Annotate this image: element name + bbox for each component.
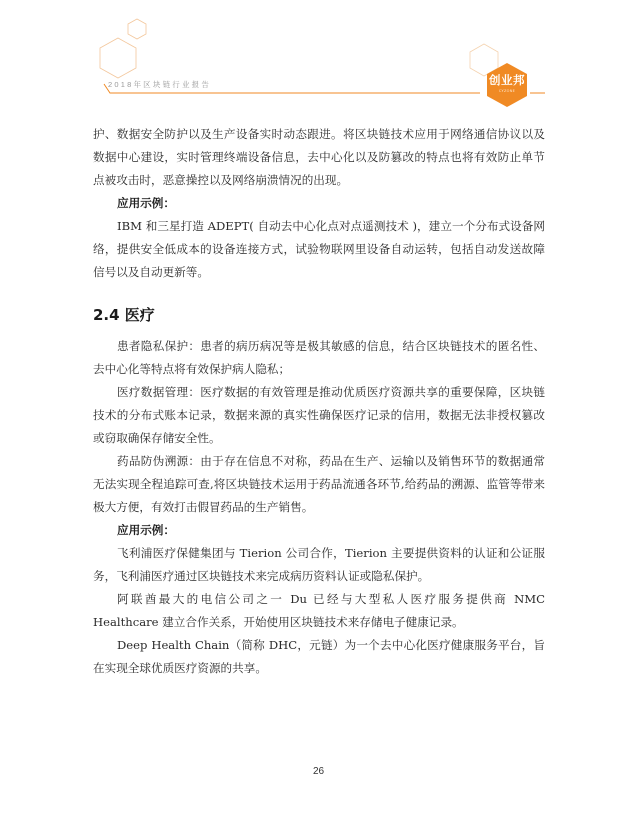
logo-subtext: CYZONE xyxy=(498,89,516,93)
paragraph-ibm-adept: IBM 和三星打造 ADEPT( 自动去中心化点对点遥测技术 )，建立一个分布式设备网络，提供安全低成本的设备连接方式，试验物联网里设备自动运转，包括自动发送故障信号以及自动更新等。 xyxy=(93,219,545,279)
example-label: 应用示例： xyxy=(117,523,175,537)
paragraph-drug-tracing: 药品防伪溯源：由于存在信息不对称，药品在生产、运输以及销售环节的数据通常无法实现全程追踪可查,将区块链技术运用于药品流通各环节,给药品的溯源、监管等带来极大方便，有效打击假冒药品的生产销售。 xyxy=(93,454,545,514)
paragraph-medical-data: 医疗数据管理：医疗数据的有效管理是推动优质医疗资源共享的重要保障，区块链技术的分布式账本记录，数据来源的真实性确保医疗记录的信用，数据无法非授权篡改或窃取确保存储安全性。 xyxy=(93,385,545,445)
page-number: 26 xyxy=(312,766,325,777)
report-title: 2018年区块链行业报告 xyxy=(108,80,212,89)
paragraph-philips-tierion: 飞利浦医疗保健集团与 Tierion 公司合作，Tierion 主要提供资料的认证和公证服务，飞利浦医疗通过区块链技术来完成病历资料认证或隐私保护。 xyxy=(93,546,545,583)
hexagon-large-outline xyxy=(100,38,136,78)
paragraph-du-nmc: 阿联酋最大的电信公司之一 Du 已经与大型私人医疗服务提供商 NMC Healthcare 建立合作关系，开始使用区块链技术来存储电子健康记录。 xyxy=(93,592,545,629)
section-heading-medical: 2.4 医疗 xyxy=(93,306,155,324)
hexagon-decoration xyxy=(0,0,637,110)
page-header xyxy=(0,0,637,110)
paragraph-patient-privacy: 患者隐私保护：患者的病历病况等是极其敏感的信息，结合区块链技术的匿名性、去中心化等特点将有效保护病人隐私； xyxy=(93,339,545,376)
paragraph-iot-continued: 护、数据安全防护以及生产设备实时动态跟进。将区块链技术应用于网络通信协议以及数据中心建设，实时管理终端设备信息，去中心化以及防篡改的特点也将有效防止单节点被攻击时，恶意操控以及网络崩溃情况的出现。 xyxy=(93,127,545,187)
logo-text: 创业邦 xyxy=(489,73,525,87)
example-label: 应用示例： xyxy=(117,196,175,210)
hexagon-small-outline xyxy=(128,19,146,39)
page-content xyxy=(93,123,545,680)
paragraph-deep-health-chain: Deep Health Chain（简称 DHC，元链）为一个去中心化医疗健康服务平台，旨在实现全球优质医疗资源的共享。 xyxy=(93,638,545,675)
